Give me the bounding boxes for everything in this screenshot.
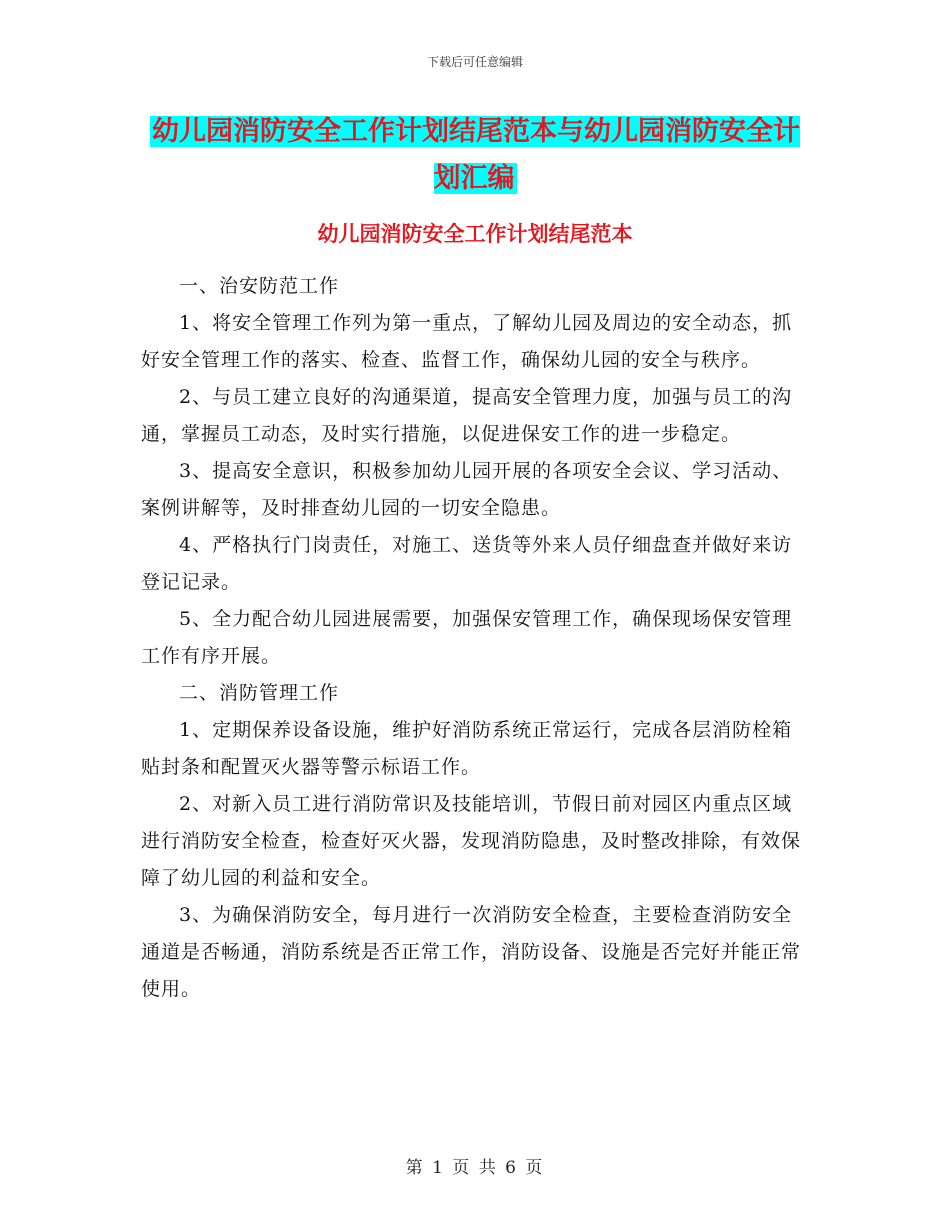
paragraph: 3、提高安全意识，积极参加幼儿园开展的各项安全会议、学习活动、案例讲解等，及时排查幼儿园的一切安全隐患。	[141, 460, 793, 519]
page-number-footer: 第 1 页 共 6 页	[405, 1158, 545, 1178]
heading-public-security: 一、治安防范工作	[179, 275, 340, 297]
paragraph: 4、严格执行门岗责任，对施工、送货等外来人员仔细盘查并做好来访登记记录。	[141, 534, 793, 593]
paragraph: 1、定期保养设备设施，维护好消防系统正常运行，完成各层消防栓箱贴封条和配置灭火器等警示标语工作。	[141, 719, 793, 778]
paragraph: 5、全力配合幼儿园进展需要，加强保安管理工作，确保现场保安管理工作有序开展。	[141, 608, 793, 667]
paragraph: 2、对新入员工进行消防常识及技能培训，节假日前对园区内重点区域进行消防安全检查，检查好灭火器，发现消防隐患，及时整改排除，有效保障了幼儿园的利益和安全。	[141, 793, 802, 889]
paragraph: 1、将安全管理工作列为第一重点，了解幼儿园及周边的安全动态，抓好安全管理工作的落实、检查、监督工作，确保幼儿园的安全与秩序。	[141, 312, 793, 371]
paragraph: 3、为确保消防安全，每月进行一次消防安全检查，主要检查消防安全通道是否畅通，消防系统是否正常工作，消防设备、设施是否完好并能正常使用。	[141, 904, 802, 1000]
paragraph: 2、与员工建立良好的沟通渠道，提高安全管理力度，加强与员工的沟通，掌握员工动态，及时实行措施，以促进保安工作的进一步稳定。	[141, 386, 793, 445]
header-note: 下载后可任意编辑	[426, 55, 523, 69]
document-title-text: 幼儿园消防安全工作计划结尾范本与幼儿园消防安全计划汇编	[152, 116, 800, 194]
section-title: 幼儿园消防安全工作计划结尾范本	[317, 222, 633, 246]
document-body	[141, 268, 811, 1008]
heading-fire-management: 二、消防管理工作	[179, 682, 340, 704]
document-title	[150, 108, 800, 202]
